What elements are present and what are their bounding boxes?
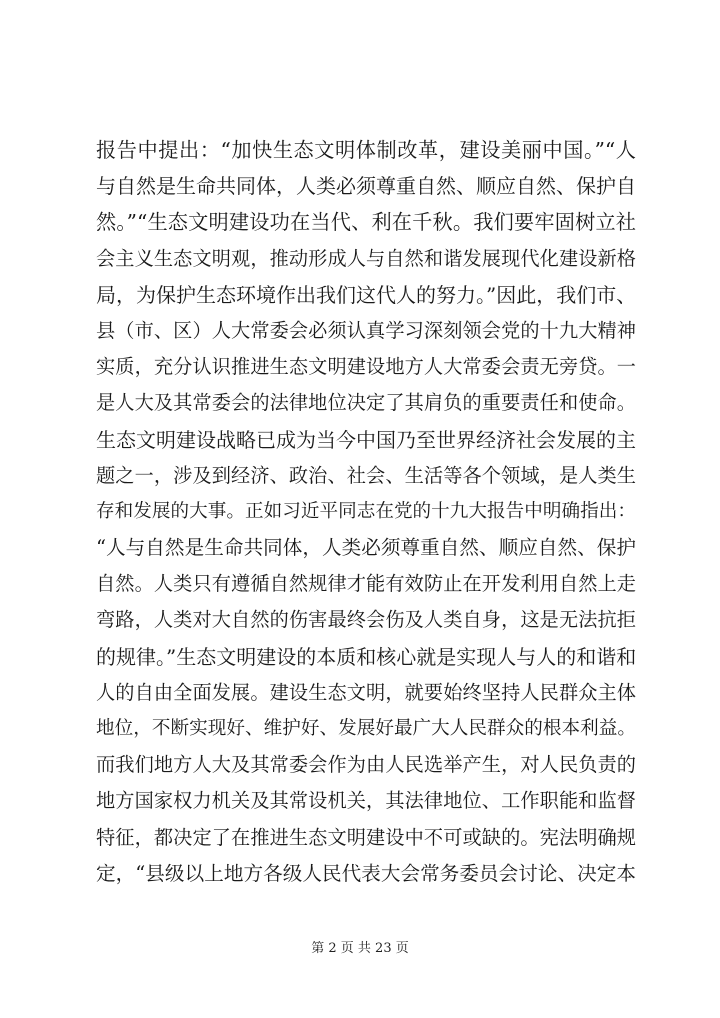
text-line: 会主义生态文明观，推动形成人与自然和谐发展现代化建设新格 [96,246,636,270]
text-line: 地方国家权力机关及其常设机关，其法律地位、工作职能和监督 [96,789,636,813]
text-line: 特征，都决定了在推进生态文明建设中不可或缺的。宪法明确规 [96,825,636,849]
text-line: 是人大及其常委会的法律地位决定了其肩负的重要责任和使命。 [96,391,636,415]
text-line: 生态文明建设战略已成为当今中国乃至世界经济社会发展的主 [96,427,636,452]
text-line: 题之一，涉及到经济、政治、社会、生活等各个领域，是人类生 [96,463,636,487]
text-line: 地位，不断实现好、维护好、发展好最广大人民群众的根本利益。 [96,718,636,739]
text-line: 定，“县级以上地方各级人民代表大会常务委员会讨论、决定本 [96,861,636,885]
text-line: 自然。人类只有遵循自然规律才能有效防止在开发利用自然上走 [96,572,636,596]
text-line: 报告中提出：“加快生态文明体制改革，建设美丽中国。”“人 [96,138,636,162]
text-line: 县（市、区）人大常委会必须认真学习深刻领会党的十九大精神 [96,318,636,342]
page-number-footer: 第 2 页 共 23 页 [311,941,409,956]
text-line: 局，为保护生态环境作出我们这代人的努力。”因此，我们市、 [96,282,637,307]
text-line: 人的自由全面发展。建设生态文明，就要始终坚持人民群众主体 [96,680,636,704]
text-line: 然。”“生态文明建设功在当代、利在千秋。我们要牢固树立社 [96,210,636,235]
text-line: 存和发展的大事。正如习近平同志在党的十九大报告中明确指出： [96,500,636,522]
text-line: 弯路，人类对大自然的伤害最终会伤及人类自身，这是无法抗拒 [96,608,636,632]
body-text [96,132,636,892]
text-line: 的规律。”生态文明建设的本质和核心就是实现人与人的和谐和 [96,644,637,669]
text-line: 与自然是生命共同体，人类必须尊重自然、顺应自然、保护自 [96,174,636,199]
text-line: “人与自然是生命共同体，人类必须尊重自然、顺应自然、保护 [96,536,636,560]
text-line: 而我们地方人大及其常委会作为由人民选举产生，对人民负责的 [96,753,636,777]
text-line: 实质，充分认识推进生态文明建设地方人大常委会责无旁贷。一 [96,355,636,379]
